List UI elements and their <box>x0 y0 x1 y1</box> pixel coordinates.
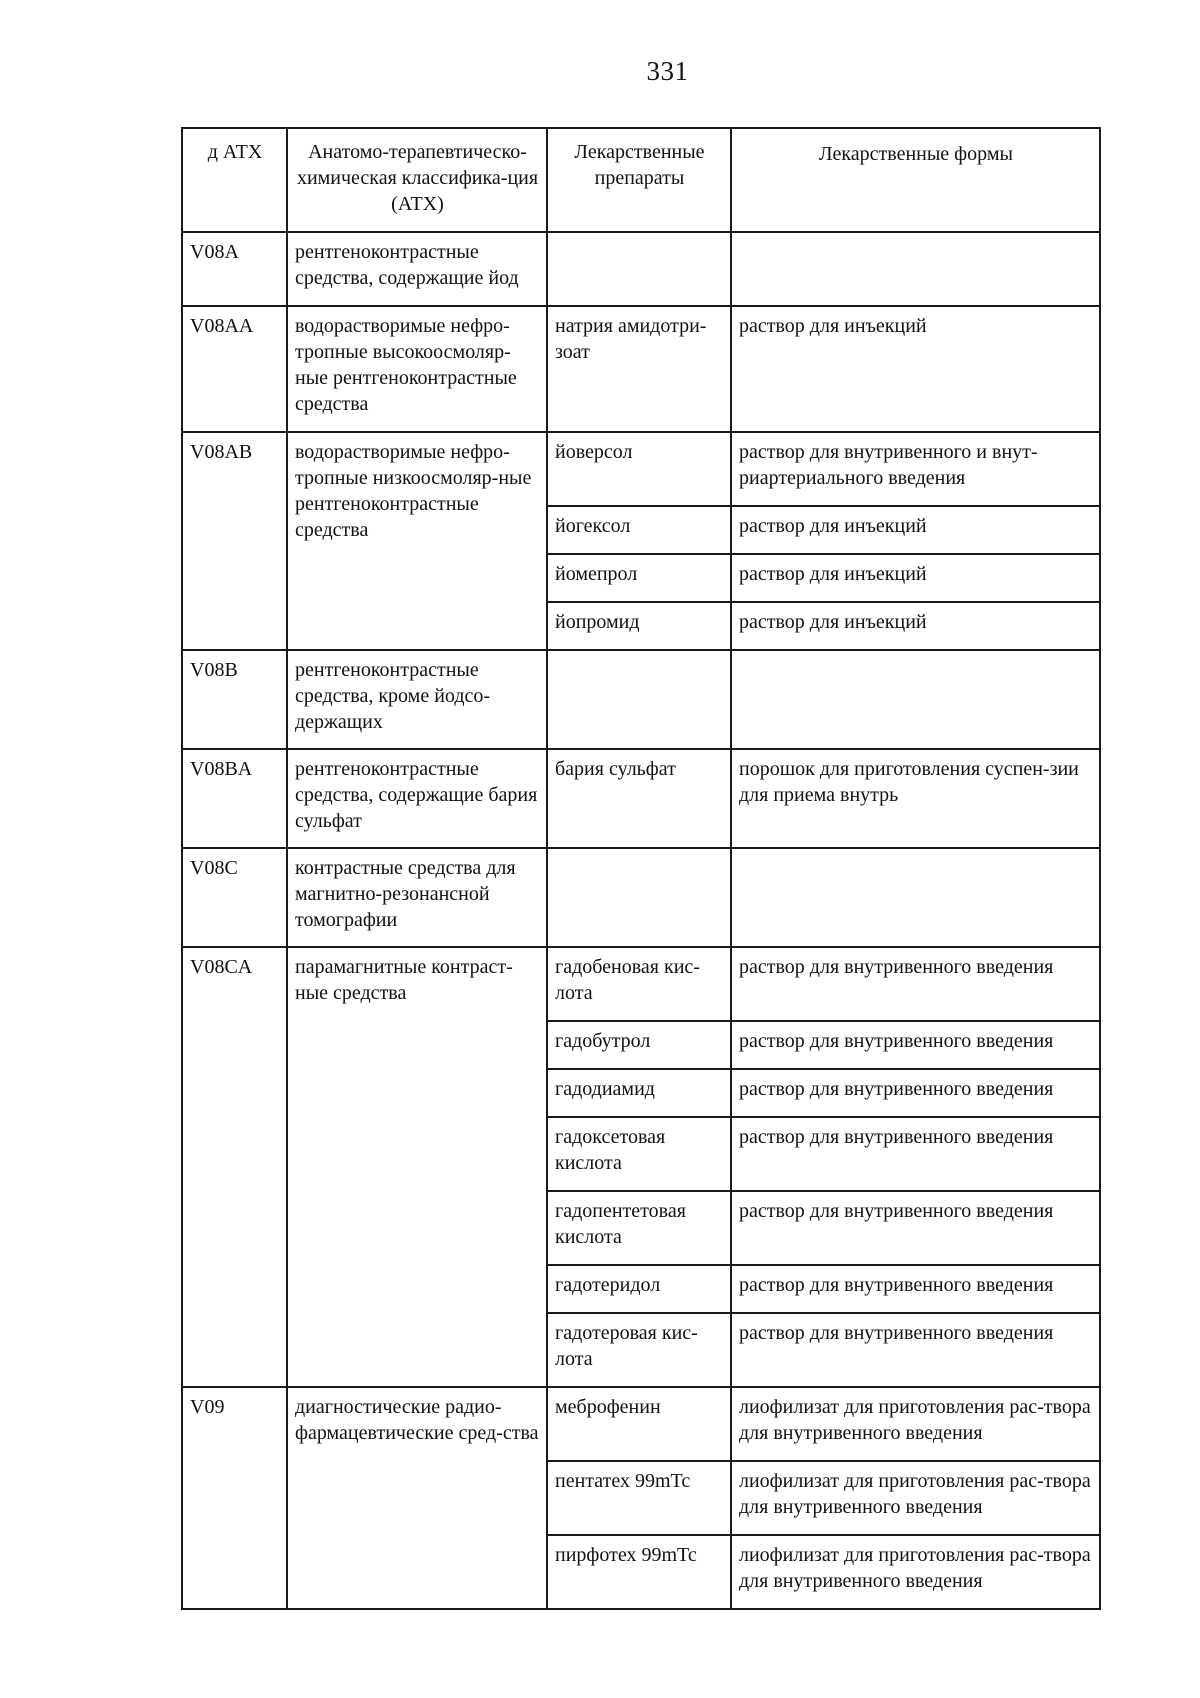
drug-cell: натрия амидотри-зоат <box>547 306 731 432</box>
atx-name-cell: диагностические радио-фармацевтические сред-ства <box>287 1387 547 1609</box>
atx-code-cell: V08BA <box>182 749 287 848</box>
table-row <box>182 848 1100 947</box>
header-code: д АТХ <box>182 128 287 232</box>
dosage-form-cell <box>731 232 1100 306</box>
dosage-form-cell: раствор для внутривенного введения <box>731 1069 1100 1117</box>
drug-cell <box>547 650 731 749</box>
drug-cell: бария сульфат <box>547 749 731 848</box>
header-atx: Анатомо-терапевтическо-химическая классифика-ция (АТХ) <box>287 128 547 232</box>
dosage-form-cell <box>731 848 1100 947</box>
table-body <box>182 232 1100 1609</box>
table-row <box>182 947 1100 1021</box>
dosage-form-cell: раствор для инъекций <box>731 602 1100 650</box>
dosage-form-cell: раствор для инъекций <box>731 554 1100 602</box>
dosage-form-cell: лиофилизат для приготовления рас-твора для внутривенного введения <box>731 1461 1100 1535</box>
atx-name-cell: водорастворимые нефро-тропные высокоосмоляр-ные рентгеноконтрастные средства <box>287 306 547 432</box>
drug-cell: гадобутрол <box>547 1021 731 1069</box>
dosage-form-cell: раствор для внутривенного введения <box>731 1021 1100 1069</box>
dosage-form-cell: раствор для внутривенного введения <box>731 1191 1100 1265</box>
drug-cell: пирфотех 99mTc <box>547 1535 731 1609</box>
atx-classification-table <box>181 127 1101 1610</box>
atx-code-cell: V08AB <box>182 432 287 650</box>
atx-name-cell: рентгеноконтрастные средства, содержащие йод <box>287 232 547 306</box>
dosage-form-cell: раствор для внутривенного и внут-риартериального введения <box>731 432 1100 506</box>
table-header-row <box>182 128 1100 232</box>
drug-cell <box>547 848 731 947</box>
drug-cell: йоверсол <box>547 432 731 506</box>
drug-cell: гадотеридол <box>547 1265 731 1313</box>
drug-cell: гадоксетовая кислота <box>547 1117 731 1191</box>
atx-code-cell: V08B <box>182 650 287 749</box>
table-row <box>182 1387 1100 1461</box>
dosage-form-cell: раствор для внутривенного введения <box>731 947 1100 1021</box>
dosage-form-cell <box>731 650 1100 749</box>
drug-cell: гадодиамид <box>547 1069 731 1117</box>
drug-cell: пентатех 99mTc <box>547 1461 731 1535</box>
drug-cell: гадобеновая кис-лота <box>547 947 731 1021</box>
table-row <box>182 650 1100 749</box>
header-drugs: Лекарственные препараты <box>547 128 731 232</box>
table-row <box>182 749 1100 848</box>
drug-cell: гадопентетовая кислота <box>547 1191 731 1265</box>
dosage-form-cell: раствор для внутривенного введения <box>731 1265 1100 1313</box>
atx-name-cell: водорастворимые нефро-тропные низкоосмоляр-ные рентгеноконтрастные средства <box>287 432 547 650</box>
atx-name-cell: рентгеноконтрастные средства, кроме йодсо-держащих <box>287 650 547 749</box>
atx-name-cell: контрастные средства для магнитно-резонансной томографии <box>287 848 547 947</box>
atx-code-cell: V09 <box>182 1387 287 1609</box>
atx-name-cell: рентгеноконтрастные средства, содержащие бария сульфат <box>287 749 547 848</box>
dosage-form-cell: порошок для приготовления суспен-зии для приема внутрь <box>731 749 1100 848</box>
drug-cell <box>547 232 731 306</box>
dosage-form-cell: лиофилизат для приготовления рас-твора для внутривенного введения <box>731 1387 1100 1461</box>
dosage-form-cell: лиофилизат для приготовления рас-твора для внутривенного введения <box>731 1535 1100 1609</box>
drug-cell: йопромид <box>547 602 731 650</box>
drug-cell: меброфенин <box>547 1387 731 1461</box>
dosage-form-cell: раствор для инъекций <box>731 506 1100 554</box>
table-row <box>182 432 1100 506</box>
atx-code-cell: V08A <box>182 232 287 306</box>
dosage-form-cell: раствор для внутривенного введения <box>731 1313 1100 1387</box>
dosage-form-cell: раствор для внутривенного введения <box>731 1117 1100 1191</box>
drug-cell: йогексол <box>547 506 731 554</box>
header-forms: Лекарственные формы <box>731 128 1100 232</box>
atx-code-cell: V08AA <box>182 306 287 432</box>
drug-cell: гадотеровая кис-лота <box>547 1313 731 1387</box>
drug-cell: йомепрол <box>547 554 731 602</box>
page-number: 331 <box>646 56 689 86</box>
atx-code-cell: V08C <box>182 848 287 947</box>
atx-code-cell: V08CA <box>182 947 287 1387</box>
table-row <box>182 232 1100 306</box>
atx-name-cell: парамагнитные контраст-ные средства <box>287 947 547 1387</box>
table-row <box>182 306 1100 432</box>
dosage-form-cell: раствор для инъекций <box>731 306 1100 432</box>
